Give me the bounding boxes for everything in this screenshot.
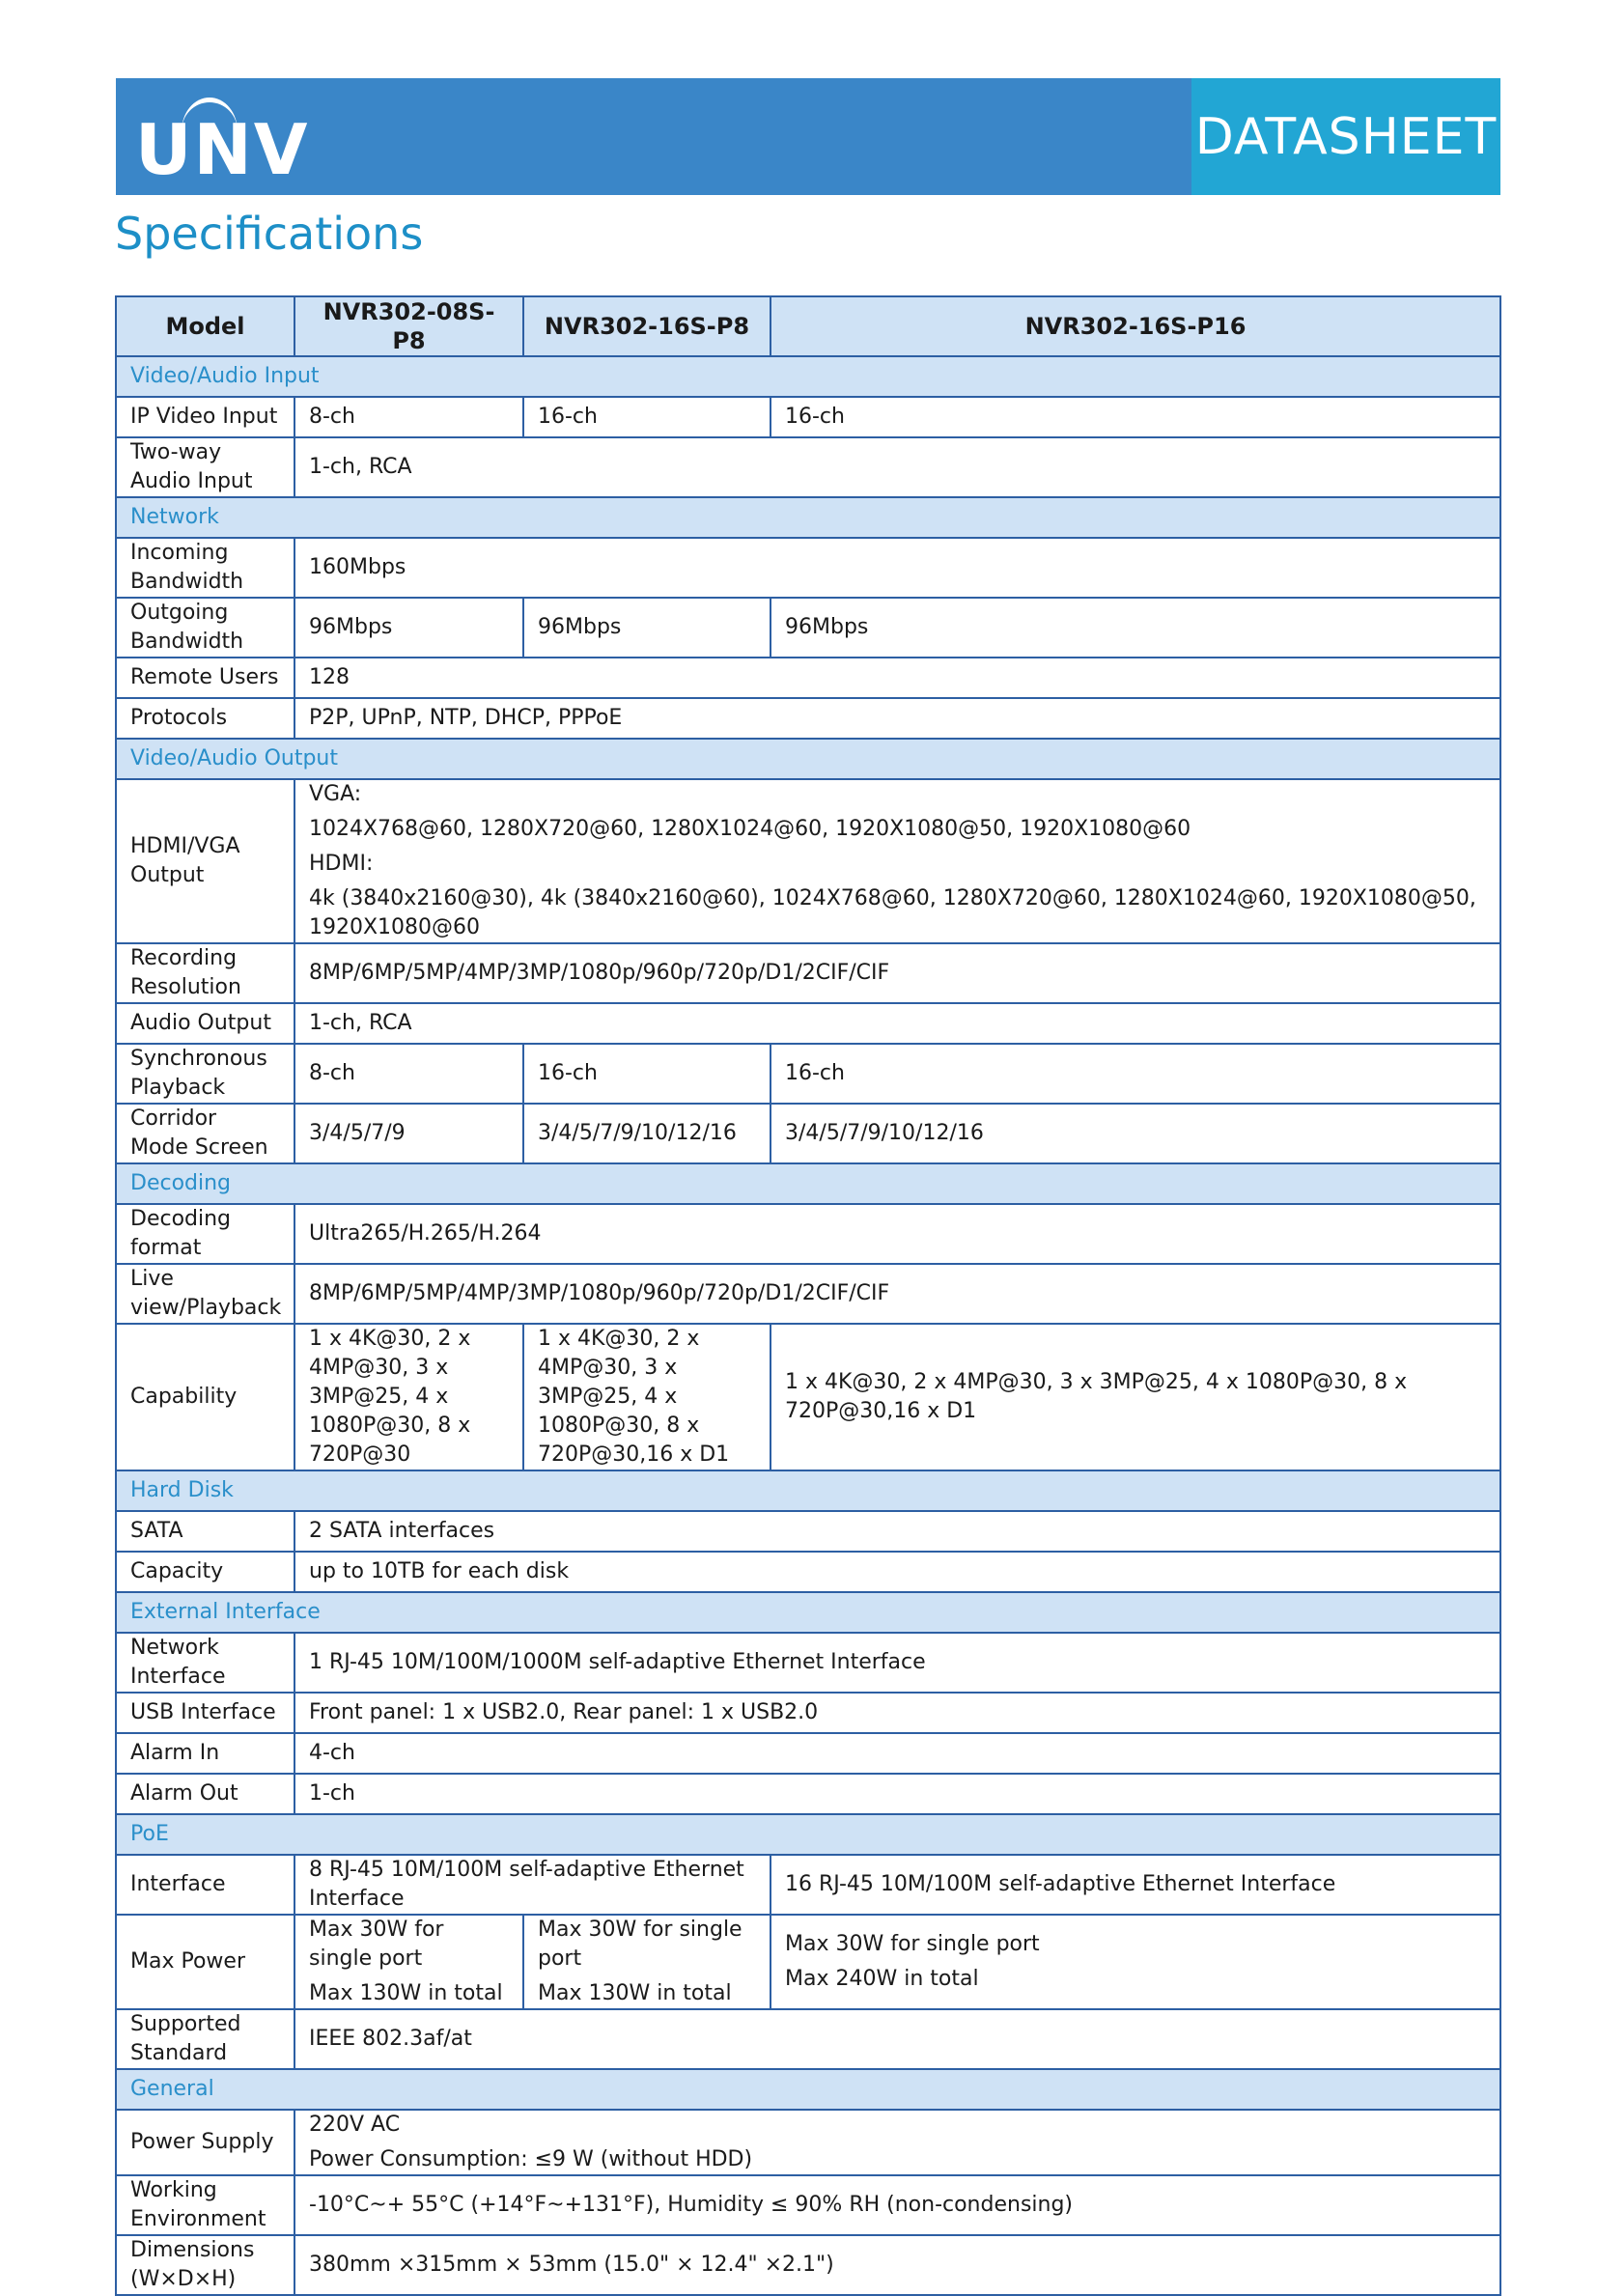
table-row: [116, 2235, 1500, 2295]
row-label: Capacity: [116, 1552, 294, 1592]
value-line: 1-ch: [309, 1781, 355, 1806]
value-line: Max 30W for single port: [309, 1918, 444, 1971]
row-label: Remote Users: [116, 658, 294, 698]
table-row: [116, 1693, 1500, 1733]
value-line: 16-ch: [785, 405, 845, 429]
table-row: [116, 943, 1500, 1003]
value-line: Power Consumption: ≤9 W (without HDD): [309, 2147, 753, 2171]
section-row: [116, 739, 1500, 779]
row-value: [294, 538, 1500, 598]
table-row: [116, 1774, 1500, 1814]
row-value: [523, 1104, 770, 1163]
table-row: [116, 1003, 1500, 1044]
value-line: 96Mbps: [538, 615, 622, 639]
value-line: 96Mbps: [785, 615, 869, 639]
value-line: 1-ch, RCA: [309, 455, 412, 479]
section-title: Hard Disk: [116, 1470, 1500, 1511]
section-title: Video/Audio Output: [116, 739, 1500, 779]
row-value: [770, 397, 1500, 437]
value-line: 3/4/5/7/9: [309, 1121, 406, 1145]
table-row: [116, 598, 1500, 658]
section-title: Network: [116, 497, 1500, 538]
row-label: Capability: [116, 1324, 294, 1470]
row-value: [294, 1003, 1500, 1044]
table-row: [116, 1204, 1500, 1264]
column-header-model-2: NVR302-16S-P8: [523, 296, 770, 356]
value-line: 16-ch: [538, 1061, 598, 1085]
table-row: [116, 1733, 1500, 1774]
value-line: 3/4/5/7/9/10/12/16: [538, 1121, 737, 1145]
value-line: 1 x 4K@30, 2 x 4MP@30, 3 x 3MP@25, 4 x 1080P@30, 8 x 720P@30,16 x D1: [785, 1370, 1408, 1423]
row-label: Audio Output: [116, 1003, 294, 1044]
datasheet-label: DATASHEET: [1194, 107, 1498, 166]
column-header-model-3: NVR302-16S-P16: [770, 296, 1500, 356]
table-row: [116, 1104, 1500, 1163]
row-value: [294, 943, 1500, 1003]
table-row: [116, 1264, 1500, 1324]
row-label: Power Supply: [116, 2110, 294, 2175]
row-value: [770, 1324, 1500, 1470]
row-value: [294, 1633, 1500, 1693]
value-line: IEEE 802.3af/at: [309, 2027, 472, 2051]
row-label: Corridor Mode Screen: [116, 1104, 294, 1163]
column-header-model-1: NVR302-08S-P8: [294, 296, 523, 356]
row-value: [770, 1915, 1500, 2009]
row-label: Working Environment: [116, 2175, 294, 2235]
value-line: 8 RJ-45 10M/100M self-adaptive Ethernet Interface: [309, 1858, 744, 1911]
table-row: [116, 1633, 1500, 1693]
row-value: [294, 1104, 523, 1163]
value-line: -10°C~+ 55°C (+14°F~+131°F), Humidity ≤ 90% RH (non-condensing): [309, 2193, 1074, 2217]
row-value: [294, 1552, 1500, 1592]
row-value: [523, 1044, 770, 1104]
value-line: 8-ch: [309, 405, 355, 429]
row-value: [294, 1855, 770, 1915]
value-line: VGA:: [309, 782, 362, 806]
section-row: [116, 1163, 1500, 1204]
row-value: [294, 658, 1500, 698]
value-line: 1 RJ-45 10M/100M/1000M self-adaptive Ethernet Interface: [309, 1650, 926, 1674]
row-value: [294, 2110, 1500, 2175]
page-title: Specifications: [115, 208, 424, 260]
table-row: [116, 1915, 1500, 2009]
value-line: 16 RJ-45 10M/100M self-adaptive Ethernet Interface: [785, 1872, 1336, 1896]
table-header-row: [116, 296, 1500, 356]
value-line: 3/4/5/7/9/10/12/16: [785, 1121, 984, 1145]
value-line: 1-ch, RCA: [309, 1011, 412, 1035]
value-line: P2P, UPnP, NTP, DHCP, PPPoE: [309, 706, 623, 730]
row-label: IP Video Input: [116, 397, 294, 437]
value-line: 8MP/6MP/5MP/4MP/3MP/1080p/960p/720p/D1/2CIF/CIF: [309, 961, 890, 985]
value-line: 4k (3840x2160@30), 4k (3840x2160@60), 1024X768@60, 1280X720@60, 1280X1024@60, 1920X1080@50, 1920X1080@60: [309, 886, 1476, 939]
row-value: [294, 598, 523, 658]
section-row: [116, 1814, 1500, 1855]
row-value: [523, 397, 770, 437]
row-value: [294, 2175, 1500, 2235]
value-line: Max 30W for single port: [785, 1932, 1040, 1956]
row-value: [294, 1204, 1500, 1264]
value-line: Max 30W for single port: [538, 1918, 742, 1971]
row-label: Live view/Playback: [116, 1264, 294, 1324]
table-row: [116, 698, 1500, 739]
header-banner: [116, 78, 1500, 195]
column-header-model: Model: [116, 296, 294, 356]
row-label: Max Power: [116, 1915, 294, 2009]
datasheet-badge: [1191, 78, 1500, 195]
value-line: 8-ch: [309, 1061, 355, 1085]
table-row: [116, 397, 1500, 437]
value-line: Max 130W in total: [538, 1981, 732, 2005]
row-label: Alarm Out: [116, 1774, 294, 1814]
row-value: [294, 437, 1500, 497]
spec-table-body: [116, 356, 1500, 2295]
section-row: [116, 1592, 1500, 1633]
value-line: 16-ch: [785, 1061, 845, 1085]
row-value: [770, 1104, 1500, 1163]
row-value: [294, 2235, 1500, 2295]
row-label: USB Interface: [116, 1693, 294, 1733]
table-row: [116, 1855, 1500, 1915]
value-line: 220V AC: [309, 2113, 401, 2137]
row-label: Outgoing Bandwidth: [116, 598, 294, 658]
row-label: Decoding format: [116, 1204, 294, 1264]
value-line: up to 10TB for each disk: [309, 1559, 570, 1583]
table-row: [116, 1044, 1500, 1104]
row-label: Incoming Bandwidth: [116, 538, 294, 598]
table-row: [116, 2009, 1500, 2069]
section-title: PoE: [116, 1814, 1500, 1855]
row-label: Synchronous Playback: [116, 1044, 294, 1104]
table-row: [116, 538, 1500, 598]
value-line: 4-ch: [309, 1741, 355, 1765]
value-line: 128: [309, 665, 350, 689]
brand-logo: UNV: [135, 109, 310, 190]
row-value: [770, 1044, 1500, 1104]
value-line: Max 130W in total: [309, 1981, 503, 2005]
row-label: Supported Standard: [116, 2009, 294, 2069]
section-row: [116, 1470, 1500, 1511]
value-line: 2 SATA interfaces: [309, 1519, 495, 1543]
section-title: Decoding: [116, 1163, 1500, 1204]
value-line: 96Mbps: [309, 615, 393, 639]
spec-table: [115, 295, 1501, 2296]
value-line: 1024X768@60, 1280X720@60, 1280X1024@60, 1920X1080@50, 1920X1080@60: [309, 817, 1191, 841]
row-value: [294, 1511, 1500, 1552]
row-value: [294, 1774, 1500, 1814]
value-line: 16-ch: [538, 405, 598, 429]
row-value: [294, 698, 1500, 739]
table-row: [116, 437, 1500, 497]
row-label: HDMI/VGA Output: [116, 779, 294, 943]
value-line: 1 x 4K@30, 2 x 4MP@30, 3 x 3MP@25, 4 x 1080P@30, 8 x 720P@30: [309, 1327, 471, 1467]
row-value: [294, 1324, 523, 1470]
value-line: HDMI:: [309, 852, 374, 876]
value-line: Front panel: 1 x USB2.0, Rear panel: 1 x USB2.0: [309, 1700, 819, 1724]
table-row: [116, 2175, 1500, 2235]
section-title: External Interface: [116, 1592, 1500, 1633]
section-row: [116, 2069, 1500, 2110]
table-row: [116, 2110, 1500, 2175]
row-label: Two-way Audio Input: [116, 437, 294, 497]
table-row: [116, 1511, 1500, 1552]
section-row: [116, 356, 1500, 397]
section-title: Video/Audio Input: [116, 356, 1500, 397]
value-line: 8MP/6MP/5MP/4MP/3MP/1080p/960p/720p/D1/2CIF/CIF: [309, 1281, 890, 1305]
row-label: Alarm In: [116, 1733, 294, 1774]
row-label: Protocols: [116, 698, 294, 739]
row-value: [770, 598, 1500, 658]
value-line: 380mm ×315mm × 53mm (15.0" × 12.4" ×2.1"): [309, 2253, 834, 2277]
value-line: 160Mbps: [309, 555, 406, 579]
row-value: [770, 1855, 1500, 1915]
section-row: [116, 497, 1500, 538]
row-value: [294, 1044, 523, 1104]
row-value: [523, 598, 770, 658]
row-label: Recording Resolution: [116, 943, 294, 1003]
banner-logo-area: [116, 78, 1191, 195]
table-row: [116, 658, 1500, 698]
table-row: [116, 1324, 1500, 1470]
row-value: [294, 1264, 1500, 1324]
row-value: [294, 397, 523, 437]
row-label: Network Interface: [116, 1633, 294, 1693]
row-value: [294, 2009, 1500, 2069]
row-value: [294, 1915, 523, 2009]
row-value: [294, 779, 1500, 943]
table-row: [116, 779, 1500, 943]
row-value: [294, 1733, 1500, 1774]
row-label: Dimensions (W×D×H): [116, 2235, 294, 2295]
row-value: [523, 1915, 770, 2009]
row-value: [523, 1324, 770, 1470]
row-label: Interface: [116, 1855, 294, 1915]
row-value: [294, 1693, 1500, 1733]
section-title: General: [116, 2069, 1500, 2110]
row-label: SATA: [116, 1511, 294, 1552]
value-line: 1 x 4K@30, 2 x 4MP@30, 3 x 3MP@25, 4 x 1080P@30, 8 x 720P@30,16 x D1: [538, 1327, 730, 1467]
value-line: Ultra265/H.265/H.264: [309, 1221, 542, 1246]
value-line: Max 240W in total: [785, 1967, 979, 1991]
table-row: [116, 1552, 1500, 1592]
